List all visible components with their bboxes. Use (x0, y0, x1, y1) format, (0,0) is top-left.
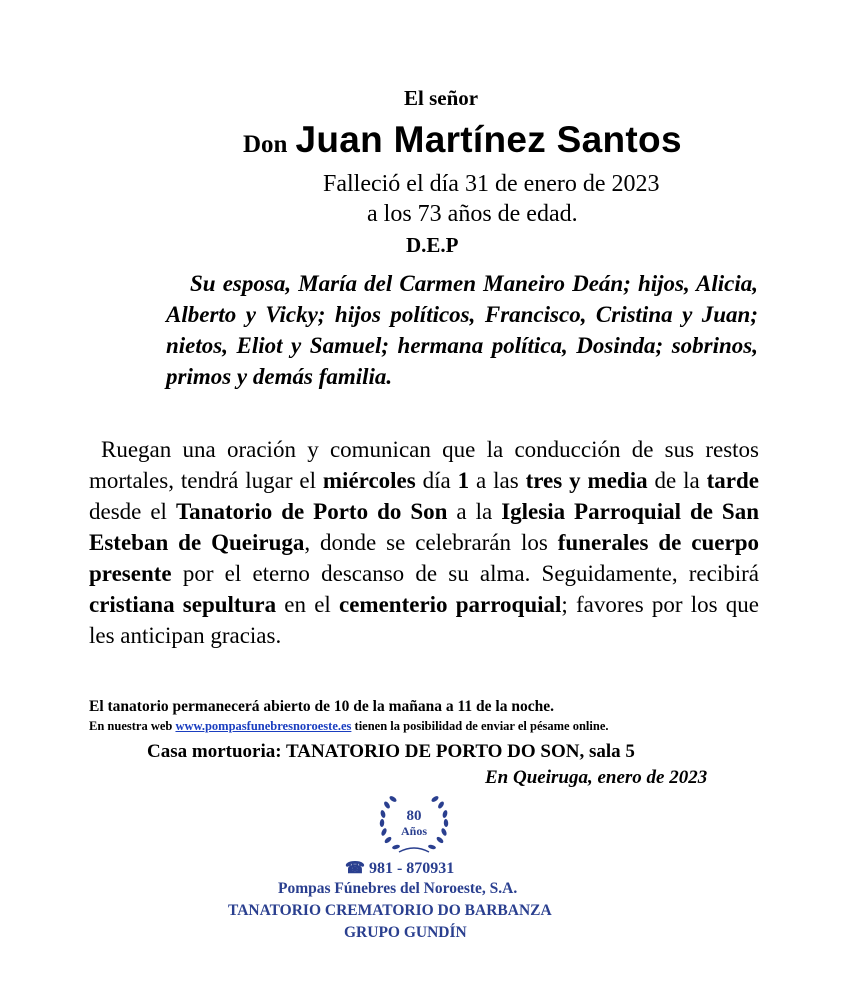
company-crematorium: TANATORIO CREMATORIO DO BARBANZA (228, 902, 552, 919)
death-date: Falleció el día 31 de enero de 2023 (323, 171, 660, 197)
phone-number: 981 - 870931 (368, 860, 455, 877)
body-bold-date: 1 (457, 468, 470, 493)
dep-label: D.E.P (406, 233, 459, 257)
body-bold-period: tarde (706, 468, 759, 493)
body-bold-day: miércoles (322, 468, 416, 493)
deceased-name: Juan Martínez Santos (295, 119, 682, 160)
laurel-wreath-icon (377, 792, 451, 856)
deceased-name-line (243, 119, 682, 161)
body-bold-time: tres y media (525, 468, 648, 493)
company-name: Pompas Fúnebres del Noroeste, S.A. (278, 880, 518, 897)
funeral-home-location: Casa mortuoria: TANATORIO DE PORTO DO SON, sala 5 (147, 741, 635, 762)
body-text: , donde se celebrarán los (304, 530, 558, 555)
web-prefix: En nuestra web (89, 719, 176, 733)
body-text: a las (469, 468, 526, 493)
ceremony-paragraph (89, 434, 759, 651)
family-paragraph: Su esposa, María del Carmen Maneiro Deán; hijos, Alicia, Alberto y Vicky; hijos políticos, Francisco, Cristina y Juan; nietos, Eliot y Samuel; hermana política, Dosinda; sobrinos, primos y demás familia. (166, 271, 758, 389)
company-group: GRUPO GUNDÍN (344, 924, 467, 941)
web-suffix: tienen la posibilidad de enviar el pésame online. (351, 719, 609, 733)
body-text: por el eterno descanso de su alma. Seguidamente, recibirá (171, 561, 759, 586)
web-notice (89, 719, 609, 734)
phone-icon: ☎ (345, 860, 369, 877)
body-bold-church: Iglesia Parroquial de San Esteban de Queiruga (89, 499, 760, 555)
anniversary-logo (377, 792, 451, 856)
body-bold-origin: Tanatorio de Porto do Son (175, 499, 448, 524)
body-text: de la (647, 468, 707, 493)
body-text: desde el (89, 499, 176, 524)
body-text: ; favores por los que les anticipan gracias. (89, 592, 759, 648)
body-text: a la (447, 499, 502, 524)
age-line: a los 73 años de edad. (367, 201, 578, 227)
body-text: día (415, 468, 458, 493)
opening-hours: El tanatorio permanecerá abierto de 10 de la mañana a 11 de la noche. (89, 698, 554, 715)
name-prefix: Don (243, 131, 288, 158)
body-text: Ruegan una oración y comunican que la conducción de sus restos mortales, tendrá lugar el (89, 437, 759, 493)
body-bold-cemetery: cementerio parroquial (339, 592, 562, 617)
intro-title: El señor (404, 86, 479, 110)
website-link[interactable]: www.pompasfunebresnoroeste.es (175, 719, 352, 733)
body-bold-burial: cristiana sepultura (89, 592, 277, 617)
logo-number: 80 (406, 808, 422, 824)
logo-word: Años (400, 824, 428, 838)
body-text: en el (276, 592, 339, 617)
phone-line (345, 858, 454, 878)
place-date: En Queiruga, enero de 2023 (485, 767, 708, 788)
body-bold-funeral: funerales de cuerpo presente (89, 530, 759, 586)
